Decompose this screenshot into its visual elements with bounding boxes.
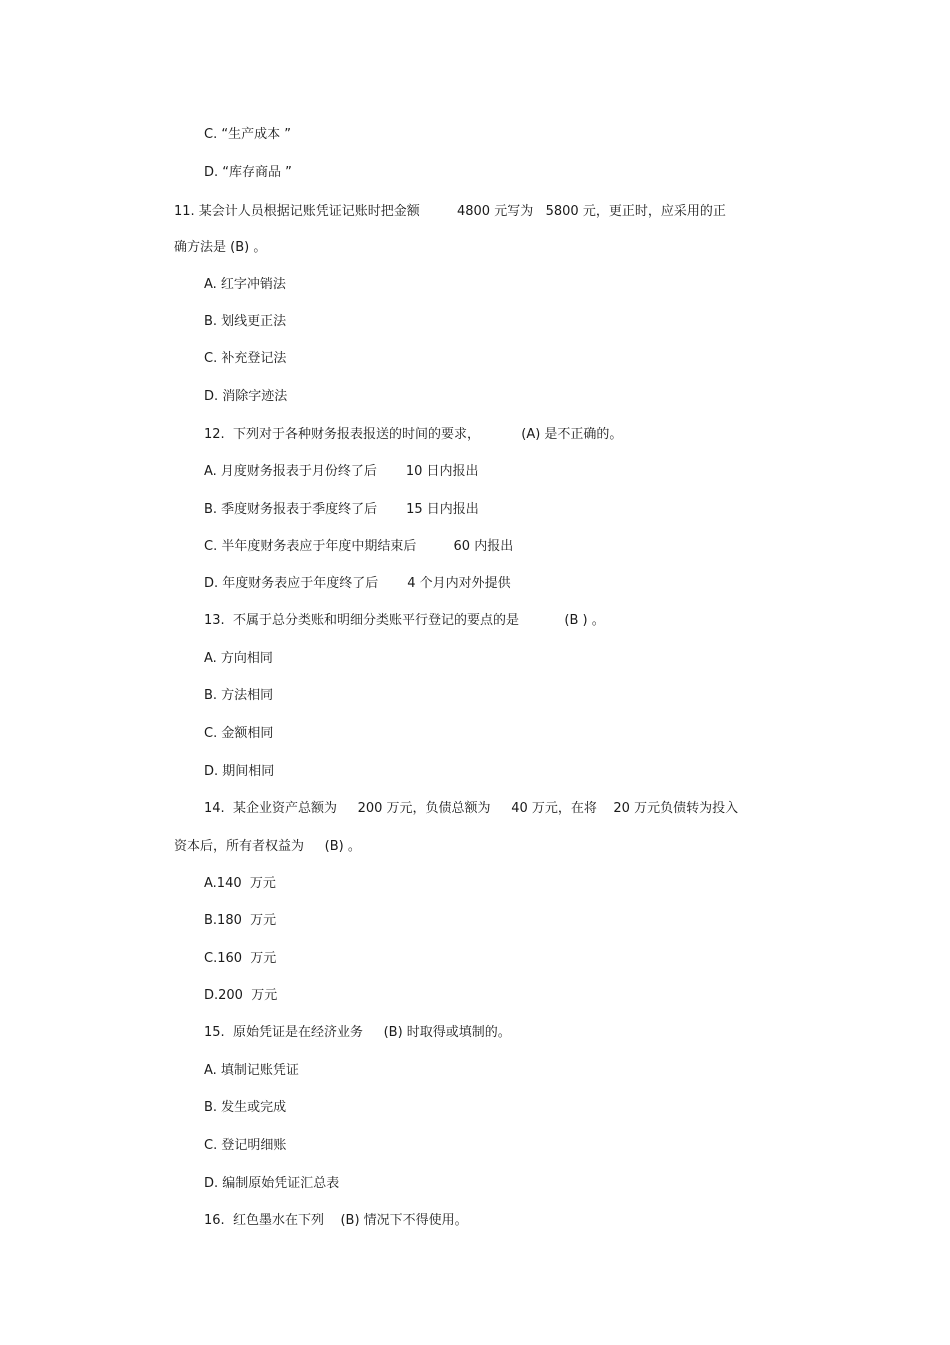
option-a: A.140 万元 <box>204 876 276 891</box>
option-c: C. 登记明细账 <box>204 1138 287 1153</box>
question-12: 12. 下列对于各种财务报表报送的时间的要求， (A) 是不正确的。 <box>204 427 623 442</box>
option-a: A. 方向相同 <box>204 651 273 666</box>
question-14: 14. 某企业资产总额为 200 万元，负债总额为 40 万元，在将 20 万元负债转为投入 <box>204 801 739 816</box>
option-b: B. 方法相同 <box>204 688 274 703</box>
question-14-continued: 资本后，所有者权益为 (B) 。 <box>174 839 361 854</box>
option-d: D. 年度财务表应于年度终了后 4 个月内对外提供 <box>204 576 511 591</box>
option-a: A. 月度财务报表于月份终了后 10 日内报出 <box>204 464 479 479</box>
option-c: C. 金额相同 <box>204 726 274 741</box>
option-c: C. “生产成本 ” <box>204 127 291 142</box>
option-d: D. “库存商品 ” <box>204 165 292 180</box>
option-c: C. 补充登记法 <box>204 351 287 366</box>
option-d: D. 编制原始凭证汇总表 <box>204 1176 340 1191</box>
option-d: D. 消除字迹法 <box>204 389 288 404</box>
option-b: B. 划线更正法 <box>204 314 287 329</box>
option-c: C.160 万元 <box>204 951 277 966</box>
option-a: A. 红字冲销法 <box>204 277 286 292</box>
option-c: C. 半年度财务表应于年度中期结束后 60 内报出 <box>204 539 514 554</box>
option-b: B.180 万元 <box>204 913 277 928</box>
question-11-continued: 确方法是 (B) 。 <box>174 240 267 255</box>
option-d: D. 期间相同 <box>204 764 275 779</box>
option-b: B. 发生或完成 <box>204 1100 287 1115</box>
option-b: B. 季度财务报表于季度终了后 15 日内报出 <box>204 502 479 517</box>
question-11: 11. 某会计人员根据记账凭证记账时把金额 4800 元写为 5800 元，更正时，应采用的正 <box>174 204 726 219</box>
option-d: D.200 万元 <box>204 988 278 1003</box>
question-13: 13. 不属于总分类账和明细分类账平行登记的要点的是 (B ) 。 <box>204 613 605 628</box>
question-15: 15. 原始凭证是在经济业务 (B) 时取得或填制的。 <box>204 1025 511 1040</box>
option-a: A. 填制记账凭证 <box>204 1063 299 1078</box>
question-16: 16. 红色墨水在下列 (B) 情况下不得使用。 <box>204 1213 468 1228</box>
